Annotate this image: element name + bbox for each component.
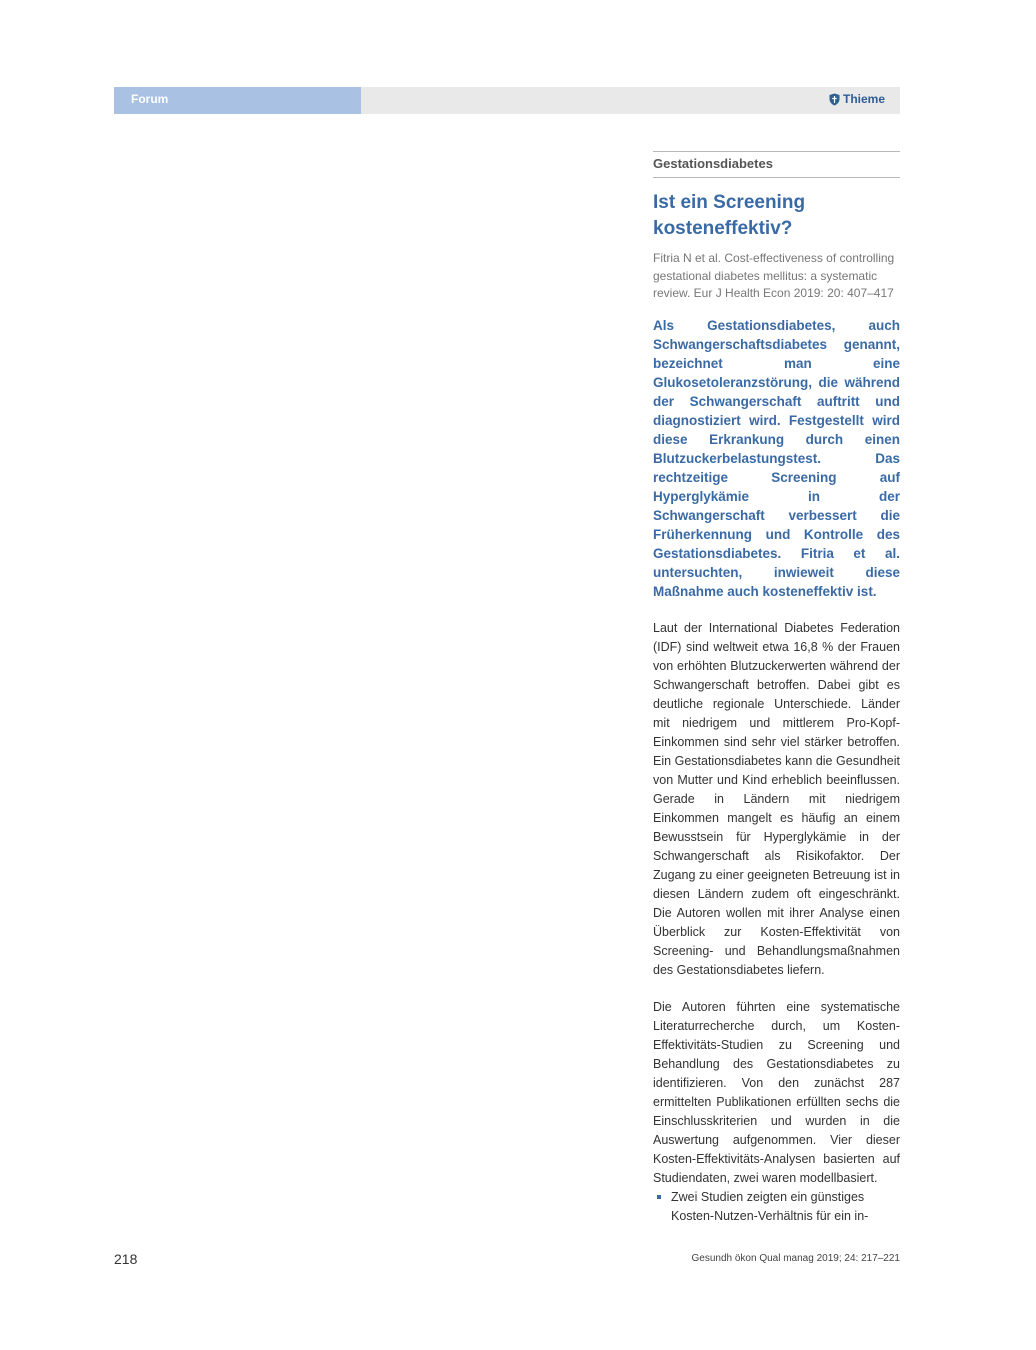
body-paragraph: Die Autoren führten eine systematische Literaturrecherche durch, um Kosten-Effektivitäts-Studien zu Screening und Behandlung des Gestationsdiabetes zu identifizieren. Von den zunächst 287 ermittelten Publikationen erfüllten sechs die Einschlusskriterien und wurden in die Auswertung aufgenommen. Vier dieser Kosten-Effektivitäts-Analysen basierten auf Studiendaten, zwei waren modellbasiert. bbox=[653, 999, 900, 1185]
article-column bbox=[653, 151, 900, 1226]
bullet-text: Zwei Studien zeigten ein günstiges Kosten-Nutzen-Verhältnis für ein in- bbox=[671, 1189, 869, 1223]
publisher-logo bbox=[829, 92, 885, 106]
bullet-list bbox=[653, 1188, 900, 1226]
bullet-item bbox=[653, 1188, 900, 1226]
square-bullet-icon bbox=[657, 1195, 661, 1199]
shield-logo-icon bbox=[829, 93, 840, 106]
section-label: Forum bbox=[131, 92, 169, 106]
article-topic: Gestationsdiabetes bbox=[653, 151, 900, 178]
page-number: 218 bbox=[114, 1251, 138, 1267]
section-tab bbox=[114, 87, 361, 114]
journal-reference: Gesundh ökon Qual manag 2019; 24: 217–221 bbox=[691, 1253, 900, 1264]
article-citation: Fitria N et al. Cost-effectiveness of controlling gestational diabetes mellitus: a systematic review. Eur J Health Econ 2019: 20: 407–417 bbox=[653, 251, 895, 300]
article-title: Ist ein Screening kosteneffektiv? bbox=[653, 192, 806, 239]
publisher-name: Thieme bbox=[842, 92, 885, 106]
body-paragraph: Laut der International Diabetes Federation (IDF) sind weltweit etwa 16,8 % der Frauen von erhöhten Blutzuckerwerten während der Schwangerschaft betroffen. Dabei gibt es deutliche regionale Unterschiede. Länder mit niedrigem und mittlerem Pro-Kopf-Einkommen sind sehr viel stärker betroffen. Ein Gestationsdiabetes kann die Gesundheit von Mutter und Kind erheblich beeinflussen. Gerade in Ländern mit niedrigem Einkommen mangelt es häufig an einem Bewusstsein für Hyperglykämie in der Schwangerschaft als Risikofaktor. Der Zugang zu einer geeigneten Betreuung ist in diesen Ländern zudem oft eingeschränkt. Die Autoren wollen mit ihrer Analyse einen Überblick zur Kosten-Effektivität von Screening- und Behandlungsmaßnahmen des Gestationsdiabetes liefern. bbox=[653, 620, 900, 977]
running-header bbox=[114, 87, 900, 114]
article-lead: Als Gestationsdiabetes, auch Schwangerschaftsdiabetes genannt, bezeichnet man eine Glukosetoleranzstörung, die während der Schwangerschaft auftritt und diagnostiziert wird. Festgestellt wird diese Erkrankung durch einen Blutzuckerbelastungstest. Das rechtzeitige Screening auf Hyperglykämie in der Schwangerschaft verbessert die Früherkennung und Kontrolle des Gestationsdiabetes. Fitria et al. untersuchten, inwieweit diese Maßnahme auch kosteneffektiv ist. bbox=[653, 317, 900, 599]
